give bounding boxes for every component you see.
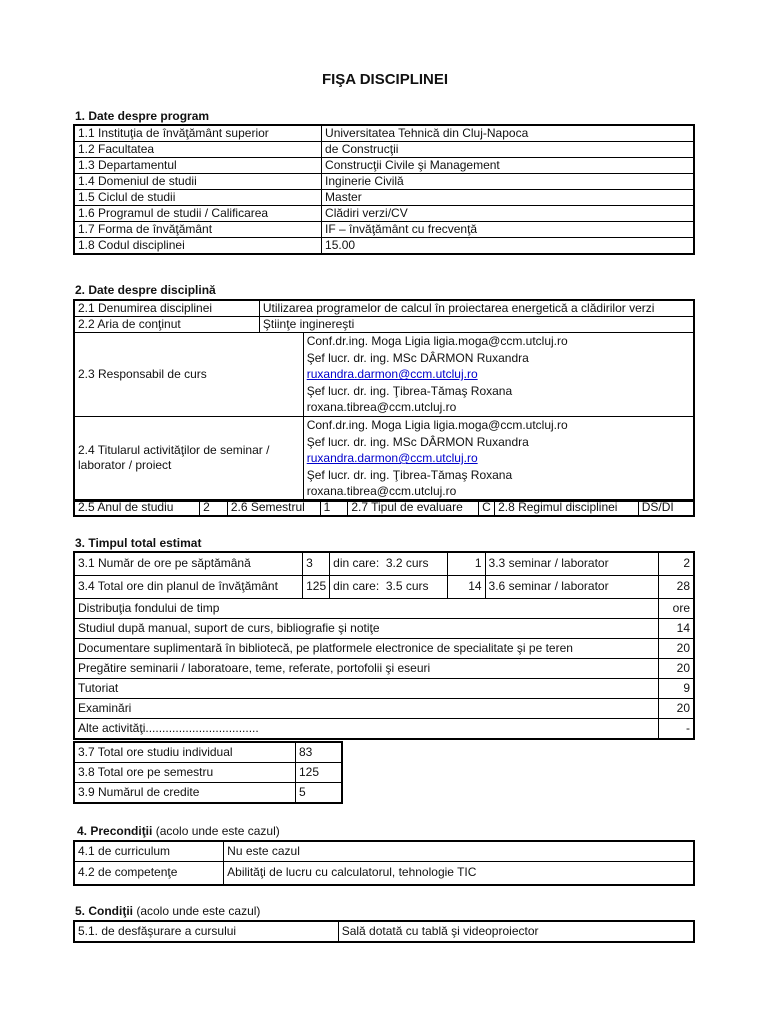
row-value: Nu este cazul <box>224 841 694 862</box>
row-label: 4.1 de curriculum <box>74 841 224 862</box>
row-value: Universitatea Tehnică din Cluj-Napoca <box>322 125 694 142</box>
table-row <box>74 500 694 517</box>
hours-table <box>73 551 695 740</box>
row-value: 2 <box>658 552 694 575</box>
row-label: 2.7 Tipul de evaluare <box>348 500 479 517</box>
row-label <box>330 552 448 575</box>
table-row <box>74 142 694 158</box>
row-value: 14 <box>658 618 694 638</box>
label-line: 2.4 Titularul activităţilor de seminar / <box>78 443 270 458</box>
row-label: 2.3 Responsabil de curs <box>74 333 303 417</box>
row-value: Sală dotată cu tablă şi videoproiector <box>338 921 694 942</box>
row-value: ore <box>658 598 694 618</box>
table-row <box>74 300 694 317</box>
table-row <box>74 678 694 698</box>
table-row <box>74 238 694 255</box>
row-label: Examinări <box>74 698 658 718</box>
preconditions-table <box>73 840 695 886</box>
row-label: 3.3 seminar / laborator <box>485 552 658 575</box>
totals-table <box>73 741 343 804</box>
person-line: Conf.dr.ing. Moga Ligia ligia.moga@ccm.utcluj.ro <box>306 417 568 432</box>
table-row <box>74 416 694 500</box>
table-row <box>74 174 694 190</box>
row-label: Studiul după manual, suport de curs, bibliografie şi notiţe <box>74 618 658 638</box>
row-label: 3.8 Total ore pe semestru <box>74 763 295 783</box>
row-label: 1.6 Programul de studii / Calificarea <box>74 206 322 222</box>
table-row <box>74 921 694 942</box>
row-value: 15.00 <box>322 238 694 255</box>
table-row <box>74 841 694 862</box>
section-1-heading: 1. Date despre program <box>75 109 210 123</box>
content-area: Ştiinţe inginereşti <box>259 317 694 333</box>
row-label: 2.8 Regimul disciplinei <box>495 500 639 517</box>
din-care-label: din care: <box>333 556 380 571</box>
table-row <box>74 333 694 417</box>
course-label: 3.5 curs <box>385 579 429 593</box>
row-label: 1.7 Forma de învăţământ <box>74 222 322 238</box>
section-3-heading: 3. Timpul total estimat <box>75 536 202 550</box>
row-label: 2.1 Denumirea disciplinei <box>74 300 259 317</box>
row-label: 1.4 Domeniul de studii <box>74 174 322 190</box>
row-value: - <box>658 718 694 739</box>
conditions-table <box>73 920 695 943</box>
heading-note: (acolo unde este cazul) <box>133 904 261 918</box>
person-line: Conf.dr.ing. Moga Ligia ligia.moga@ccm.utcluj.ro <box>306 334 568 348</box>
label-line: laborator / proiect <box>78 458 172 473</box>
person-line: roxana.tibrea@ccm.utcluj.ro <box>306 400 457 415</box>
course-lecturers <box>303 333 694 417</box>
table-row <box>74 206 694 222</box>
section-2-heading: 2. Date despre disciplină <box>75 283 216 297</box>
row-label: Pregătire seminarii / laboratoare, teme, referate, portofolii şi eseuri <box>74 658 658 678</box>
row-label: 1.3 Departamentul <box>74 158 322 174</box>
heading-bold: 5. Condiţii <box>75 904 133 918</box>
table-row <box>74 783 342 804</box>
table-row <box>74 222 694 238</box>
table-row <box>74 742 342 763</box>
person-line: roxana.tibrea@ccm.utcluj.ro <box>306 484 457 499</box>
table-row <box>74 698 694 718</box>
row-label: 5.1. de desfăşurare a cursului <box>74 921 338 942</box>
row-label: 2.5 Anul de studiu <box>74 500 200 517</box>
din-care-label: din care: <box>333 579 380 593</box>
table-row <box>74 598 694 618</box>
table-row <box>74 862 694 885</box>
row-label: Tutoriat <box>74 678 658 698</box>
row-label: 3.4 Total ore din planul de învăţământ <box>74 575 303 598</box>
row-value: Master <box>322 190 694 206</box>
page-title: FIŞA DISCIPLINEI <box>321 71 449 88</box>
row-label: 3.7 Total ore studiu individual <box>74 742 295 763</box>
row-value: 20 <box>658 698 694 718</box>
email-link[interactable]: ruxandra.darmon@ccm.utcluj.ro <box>306 451 478 466</box>
row-value: Inginerie Civilă <box>322 174 694 190</box>
table-row <box>74 125 694 142</box>
row-value: 3 <box>303 552 330 575</box>
row-value: 9 <box>658 678 694 698</box>
table-row <box>74 552 694 575</box>
heading-bold: 4. Precondiţii <box>77 824 153 838</box>
person-line: Şef lucr. dr. ing. Ţibrea-Tămaş Roxana <box>306 383 513 398</box>
row-label: 1.1 Instituţia de învăţământ superior <box>74 125 322 142</box>
table-row <box>74 190 694 206</box>
row-label: 3.6 seminar / laborator <box>485 575 658 598</box>
row-label: Alte activităţi.................................. <box>74 718 658 739</box>
section-4-heading <box>77 824 280 838</box>
table-row <box>74 658 694 678</box>
row-value: 20 <box>658 658 694 678</box>
row-value: 5 <box>295 783 342 804</box>
row-value: DS/DI <box>638 500 694 517</box>
row-value: 28 <box>658 575 694 598</box>
person-line: Şef lucr. dr. ing. MSc DÂRMON Ruxandra <box>306 350 529 365</box>
discipline-name: Utilizarea programelor de calcul în proiectarea energetică a clădirilor verzi <box>259 300 694 317</box>
row-value: 1 <box>447 552 485 575</box>
row-value: 14 <box>447 575 485 598</box>
row-label: Documentare suplimentară în bibliotecă, pe platformele electronice de specialitate şi pe teren <box>74 638 658 658</box>
table-row <box>74 763 342 783</box>
row-value: 125 <box>295 763 342 783</box>
table-row <box>74 158 694 174</box>
row-value: Construcţii Civile şi Management <box>322 158 694 174</box>
row-value: de Construcţii <box>322 142 694 158</box>
row-value: Clădiri verzi/CV <box>322 206 694 222</box>
table-row <box>74 317 694 333</box>
heading-note: (acolo unde este cazul) <box>152 824 280 838</box>
row-label <box>330 575 448 598</box>
discipline-table <box>73 299 695 502</box>
row-label: 3.1 Număr de ore pe săptămână <box>74 552 303 575</box>
row-label: 2.2 Aria de conţinut <box>74 317 259 333</box>
row-label: 2.6 Semestrul <box>227 500 320 517</box>
table-row <box>74 638 694 658</box>
row-label <box>74 416 303 500</box>
row-value: 2 <box>200 500 228 517</box>
person-line: Şef lucr. dr. ing. MSc DÂRMON Ruxandra <box>306 434 529 449</box>
row-value: Abilităţi de lucru cu calculatorul, tehnologie TIC <box>224 862 694 885</box>
row-value: 20 <box>658 638 694 658</box>
section-5-heading <box>75 904 260 918</box>
row-label: 1.5 Ciclul de studii <box>74 190 322 206</box>
row-label: 3.9 Numărul de credite <box>74 783 295 804</box>
study-info-row <box>73 499 695 517</box>
row-value: 1 <box>320 500 348 517</box>
row-value: IF – învăţământ cu frecvenţă <box>322 222 694 238</box>
row-value: 83 <box>295 742 342 763</box>
row-label: 1.8 Codul disciplinei <box>74 238 322 255</box>
program-table <box>73 124 695 255</box>
row-label: 1.2 Facultatea <box>74 142 322 158</box>
table-row <box>74 618 694 638</box>
seminar-lecturers <box>303 416 694 500</box>
person-line: Şef lucr. dr. ing. Ţibrea-Tămaş Roxana <box>306 467 513 482</box>
email-link[interactable]: ruxandra.darmon@ccm.utcluj.ro <box>306 367 478 382</box>
course-label: 3.2 curs <box>385 556 429 571</box>
row-value: C <box>479 500 495 517</box>
row-label: 4.2 de competenţe <box>74 862 224 885</box>
row-label: Distribuţia fondului de timp <box>74 598 658 618</box>
table-row <box>74 718 694 739</box>
row-value: 125 <box>303 575 330 598</box>
table-row <box>74 575 694 598</box>
